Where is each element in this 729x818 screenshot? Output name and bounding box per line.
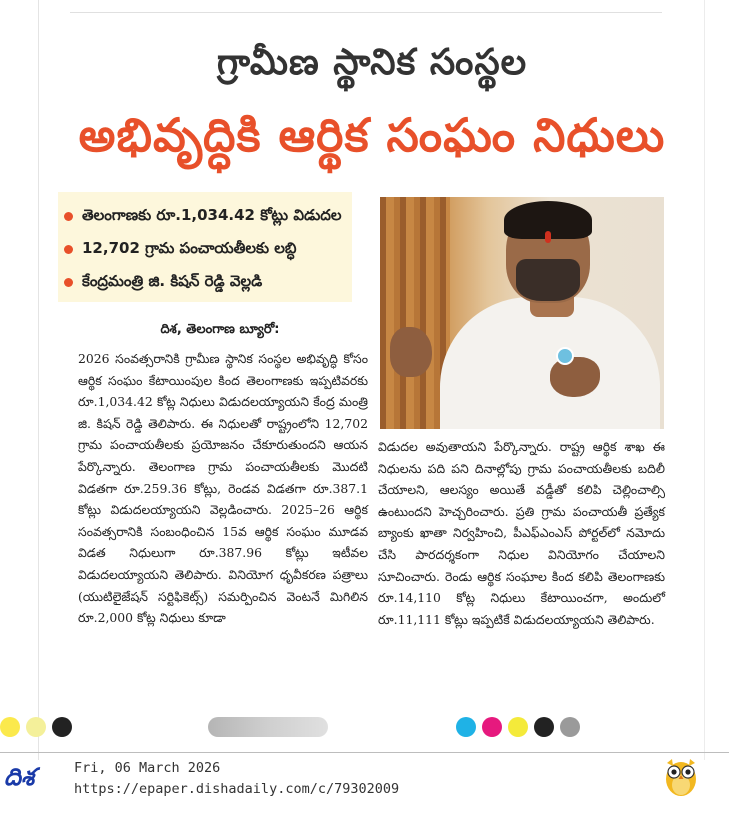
- headline-line-1: గ్రామీణ స్థానిక సంస్థల: [216, 42, 528, 83]
- highlight-item: [64, 200, 352, 233]
- disha-logo: దిశ: [4, 763, 35, 791]
- article-body-left: [78, 348, 368, 629]
- black-mark-icon: [534, 717, 554, 737]
- light-yellow-mark-icon: [26, 717, 46, 737]
- owl-mascot-icon: [664, 757, 698, 797]
- highlight-text: తెలంగాణకు రూ.1,034.42 కోట్లు విడుదల: [82, 205, 342, 224]
- bullet-dot-icon: [64, 245, 73, 254]
- registration-gray-bar: [208, 717, 328, 737]
- article-body-right: [378, 436, 665, 630]
- yellow-mark-icon: [508, 717, 528, 737]
- bullet-dot-icon: [64, 278, 73, 287]
- registration-marks-right: [456, 717, 580, 737]
- highlight-item: [64, 266, 352, 299]
- lapel-pin-icon: [556, 347, 574, 365]
- article-paragraph: 2026 సంవత్సరానికి గ్రామీణ స్థానిక సంస్థల అభివృద్ధి కోసం ఆర్థిక సంఘం కేటాయింపుల కింద తెలంగాణకు ఇప్పటివరకు రూ.1,034.42 కోట్ల నిధులు విడుదలయ్యాయని కేంద్ర మంత్రి జి. కిషన్ రెడ్డి తెలిపారు. ఈ నిధులతో రాష్ట్రంలోని 12,702 గ్రామ పంచాయతీలకు ప్రయోజనం చేకూరుతుందని ఆయన పేర్కొన్నారు. తెలంగాణ గ్రామ పంచాయతీలకు మొదటి విడతగా రూ.259.36 కోట్లు, రెండవ విడతగా రూ.387.1 కోట్లు విడుదలయ్యాయని వెల్లడించారు. 2025–26 ఆర్థిక సంవత్సరానికి సంబంధించిన 15వ ఆర్థిక సంఘం మూడవ విడత నిధులుగా రూ.387.96 కోట్లు ఇటీవల విడుదలయ్యాయని తెలిపారు. వినియోగ ధృవీకరణ పత్రాలు (యుటిలైజేషన్ సర్టిఫికెట్స్) సమర్పించిన వెంటనే మిగిలిన రూ.2,000 కోట్ల నిధులు కూడా: [78, 351, 368, 626]
- black-mark-icon: [52, 717, 72, 737]
- minister-photo: [380, 197, 664, 429]
- yellow-mark-icon: [0, 717, 20, 737]
- right-column-rule: [704, 0, 705, 760]
- top-divider: [70, 12, 662, 13]
- cyan-mark-icon: [456, 717, 476, 737]
- photo-beard: [516, 259, 580, 301]
- left-column-rule: [38, 0, 39, 760]
- footer-info: [74, 758, 399, 800]
- highlight-text: 12,702 గ్రామ పంచాయతీలకు లబ్ధి: [82, 238, 297, 257]
- edition-date: Fri, 06 March 2026: [74, 760, 221, 776]
- highlight-box: [58, 192, 352, 302]
- highlight-item: [64, 233, 352, 266]
- photo-left-hand: [390, 327, 432, 377]
- byline: దిశ, తెలంగాణ బ్యూరో:: [160, 322, 280, 337]
- article-paragraph: విడుదల అవుతాయని పేర్కొన్నారు. రాష్ట్ర ఆర్థిక శాఖ ఈ నిధులను పది పని దినాల్లోపు గ్రామ పంచాయతీలకు బదిలీ చేయాలని, ఆలస్యం అయితే వడ్డీతో కలిపి చెల్లించాల్సి ఉంటుందని హెచ్చరించారు. ప్రతి గ్రామ పంచాయతీ ప్రత్యేక బ్యాంకు ఖాతా నిర్వహించి, పీఎఫ్ఎంఎస్ పోర్టల్‌లో నమోదు చేసి పారదర్శకంగా నిధుల వినియోగం చేయాలని సూచించారు. రెండు ఆర్థిక సంఘాల కింద కలిపి తెలంగాణకు రూ.14,110 కోట్ల నిధులు కేటాయించగా, అందులో రూ.11,111 కోట్లు ఇప్పటికే విడుదలయ్యాయని తెలిపారు.: [378, 439, 665, 627]
- registration-marks-left: [0, 717, 72, 737]
- footer-divider: [0, 752, 729, 753]
- highlight-text: కేంద్రమంత్రి జి. కిషన్ రెడ్డి వెల్లడి: [82, 271, 263, 290]
- photo-right-hand: [550, 357, 600, 397]
- photo-tilak: [545, 231, 551, 243]
- magenta-mark-icon: [482, 717, 502, 737]
- bullet-dot-icon: [64, 212, 73, 221]
- epaper-url-link[interactable]: https://epaper.dishadaily.com/c/79302009: [74, 781, 400, 797]
- headline-line-2: అభివృద్ధికి ఆర్థిక సంఘం నిధులు: [78, 108, 666, 162]
- gray-mark-icon: [560, 717, 580, 737]
